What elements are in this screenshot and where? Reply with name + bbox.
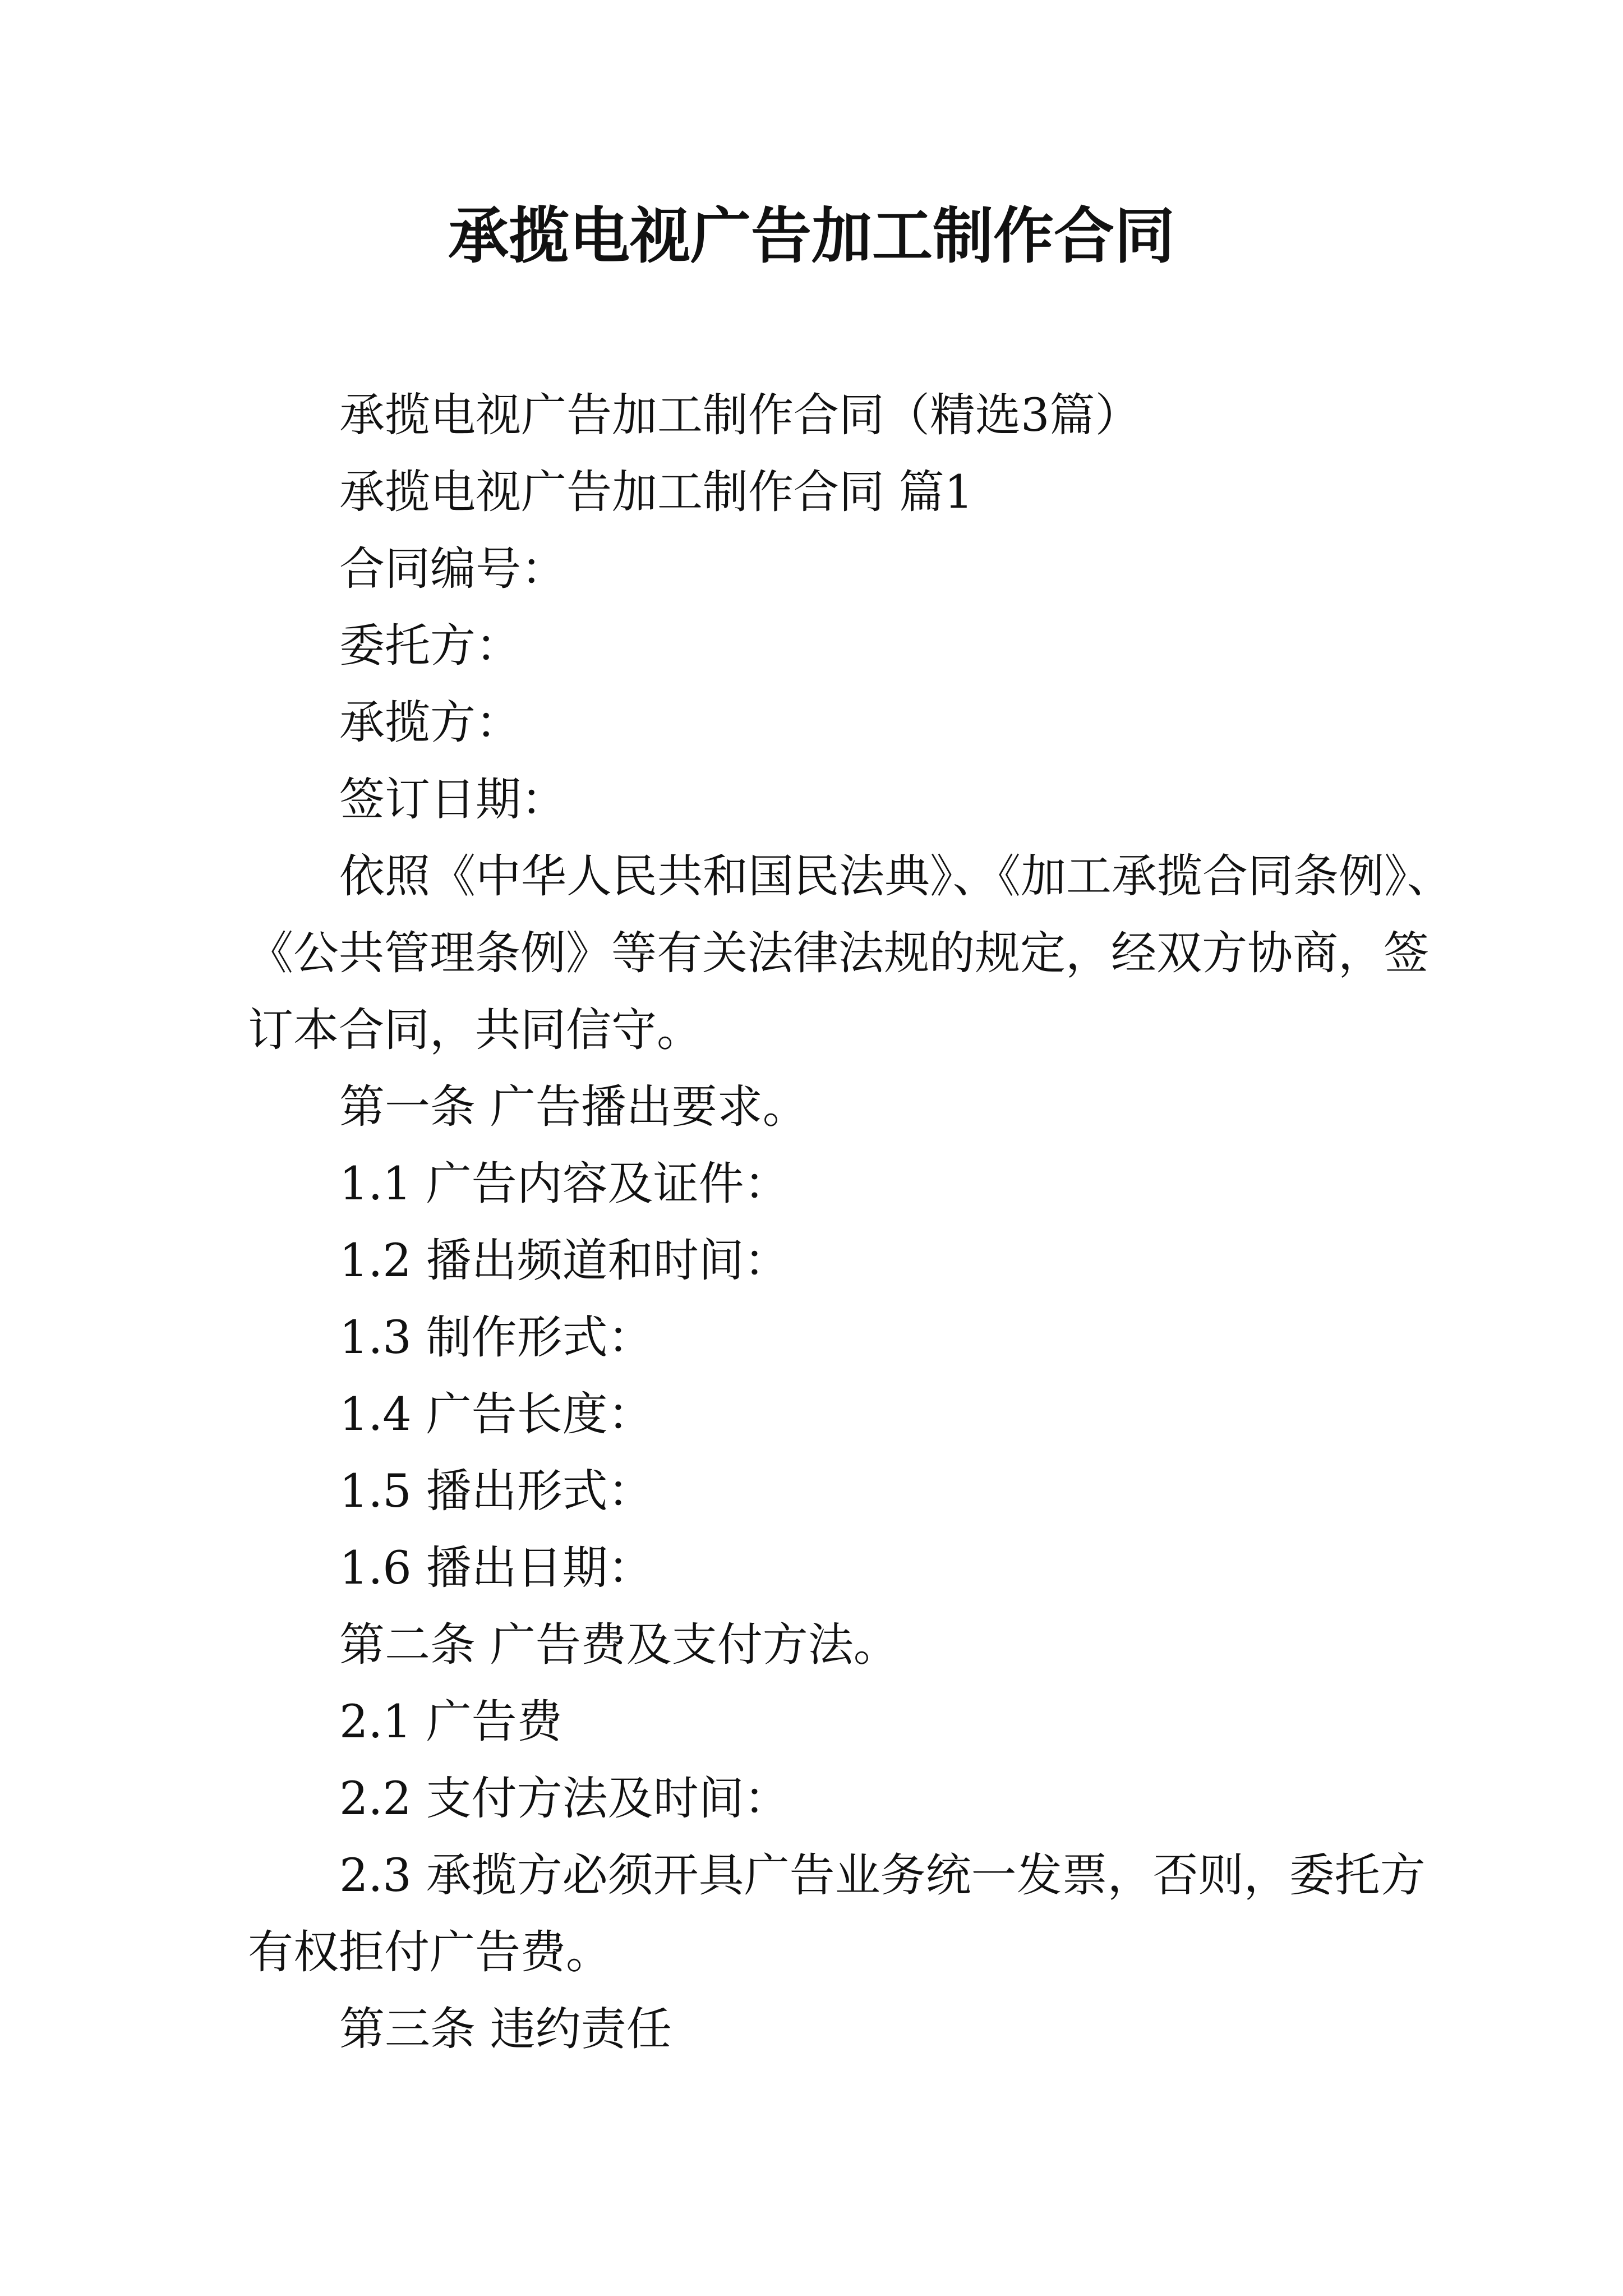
clause-2-3 (248, 1838, 1605, 1991)
article-heading: 第三条 违约责任 (339, 2003, 672, 2056)
preamble-line: 《公共管理条例》等有关法律法规的规定，经双方协商，签 (248, 927, 1430, 980)
contract-number-field: 合同编号： (339, 543, 567, 596)
signing-date-field: 签订日期： (339, 774, 567, 826)
clause-line: 2.3 承揽方必须开具广告业务统一发票，否则，委托方 (339, 1849, 1426, 1902)
preamble-line: 订本合同，共同信守。 (248, 1004, 703, 1057)
clause-1-4: 1.4 广告长度： (339, 1388, 653, 1441)
article-heading: 第一条 广告播出要求。 (339, 1081, 808, 1134)
clause-1-5: 1.5 播出形式： (339, 1465, 653, 1518)
article-1 (248, 1069, 1605, 1607)
clause-1-3: 1.3 制作形式： (339, 1312, 653, 1364)
article-2 (248, 1607, 1605, 1991)
preamble-line: 依照《中华人民共和国民法典》、《加工承揽合同条例》、 (339, 850, 1453, 903)
clause-2-1: 2.1 广告费 (339, 1696, 562, 1749)
clause-1-2: 1.2 播出频道和时间： (339, 1235, 790, 1287)
document-title: 承揽电视广告加工制作合同 (448, 201, 1175, 272)
contractor-field: 承揽方： (339, 697, 522, 749)
clause-1-1: 1.1 广告内容及证件： (339, 1158, 790, 1211)
part-heading: 承揽电视广告加工制作合同 篇1 (339, 466, 974, 519)
clause-1-6: 1.6 播出日期： (339, 1542, 653, 1595)
client-field: 委托方： (339, 620, 522, 673)
clause-2-2: 2.2 支付方法及时间： (339, 1773, 790, 1825)
article-3 (248, 1991, 1605, 2068)
clause-line: 有权拒付广告费。 (248, 1926, 612, 1979)
document-body (248, 378, 1605, 2068)
collection-title: 承揽电视广告加工制作合同（精选3篇） (339, 389, 1141, 442)
article-heading: 第二条 广告费及支付方法。 (339, 1619, 899, 1672)
preamble-paragraph (248, 839, 1605, 1069)
